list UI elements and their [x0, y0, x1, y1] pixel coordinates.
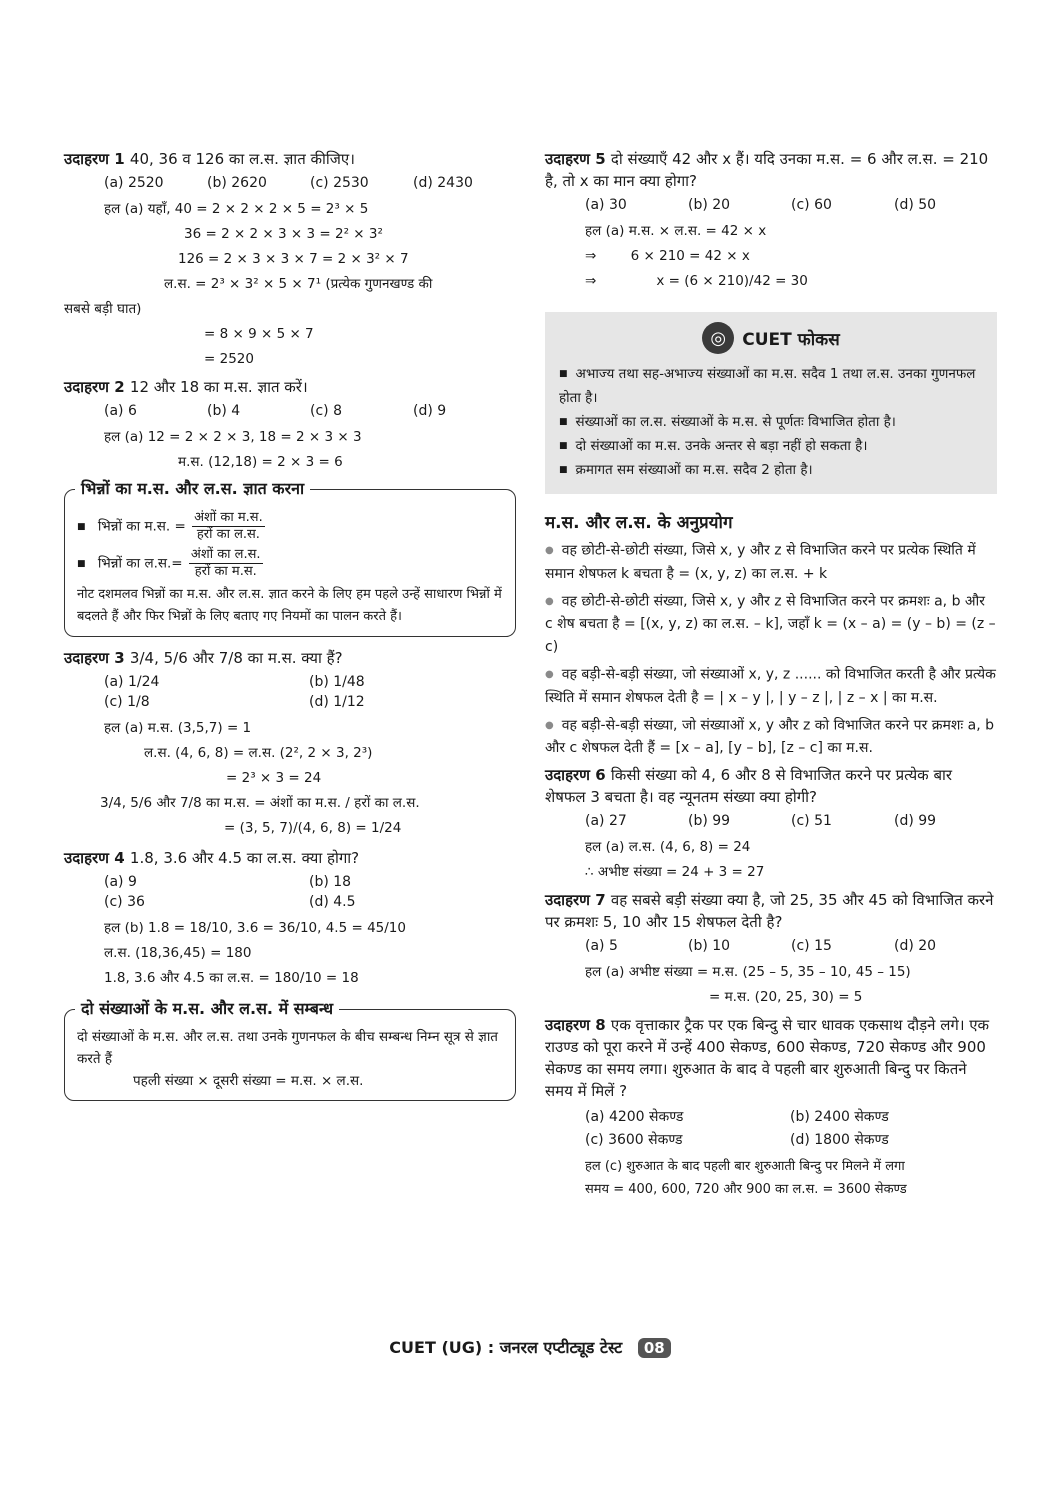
solution-line: ल.स. = 2³ × 3² × 5 × 7¹ (प्रत्येक गुणनखण्ड की — [164, 276, 433, 292]
box-formula: पहली संख्या × दूसरी संख्या = म.स. × ल.स. — [133, 1073, 364, 1089]
cuet-focus-box — [545, 312, 997, 494]
solution — [545, 960, 997, 1010]
example-question: 3/4, 5/6 और 7/8 का म.स. क्या हैं? — [129, 649, 343, 667]
option: (a) 4200 सेकण्ड — [585, 1109, 684, 1125]
option: (d) 4.5 — [309, 894, 356, 910]
solution-line: हल (a) अभीष्ट संख्या = म.स. (25 – 5, 35 – 10, 45 – 15) — [585, 964, 911, 980]
example-question: किसी संख्या को 4, 6 और 8 से विभाजित करने पर प्रत्येक बार शेषफल 3 बचता है। वह न्यूनतम संख्या क्या होगी? — [545, 766, 953, 806]
option: (a) 9 — [104, 874, 137, 890]
example-4 — [64, 847, 516, 991]
options — [64, 403, 516, 419]
example-question: 40, 36 व 126 का ल.स. ज्ञात कीजिए। — [129, 150, 355, 168]
option: (d) 1/12 — [309, 694, 365, 710]
box-text: दो संख्याओं के म.स. और ल.स. तथा उनके गुणनफल के बीच सम्बन्ध निम्न सूत्र से ज्ञात करते हैं — [77, 1029, 499, 1067]
solution-line: हल (c) शुरुआत के बाद पहली बार शुरुआती बिन्दु पर मिलने में लगा — [585, 1159, 905, 1174]
focus-item: ■ क्रमागत सम संख्याओं का म.स. सदैव 2 होता है। — [559, 458, 983, 482]
solution — [545, 1155, 997, 1201]
solution-line: हल (a) यहाँ, 40 = 2 × 2 × 2 × 5 = 2³ × 5 — [104, 201, 369, 217]
example-title: उदाहरण 3 — [64, 649, 125, 667]
rule-label: भिन्नों का म.स. = — [97, 518, 186, 535]
example-question: दो संख्याएँ 42 और x हैं। यदि उनका म.स. = 6 और ल.स. = 210 है, तो x का मान क्या होगा? — [545, 150, 989, 190]
solution-line: 126 = 2 × 3 × 3 × 7 = 2 × 3² × 7 — [178, 251, 409, 267]
right-column — [545, 148, 997, 1201]
left-column — [64, 148, 516, 1111]
rule-label: भिन्नों का ल.स.= — [97, 555, 183, 572]
option: (b) 2620 — [207, 175, 267, 191]
focus-item: ■ संख्याओं का ल.स. संख्याओं के म.स. से पूर्णतः विभाजित होता है। — [559, 410, 983, 434]
application-item: ● वह बड़ी-से-बड़ी संख्या, जो संख्याओं x, y और z को विभाजित करने पर क्रमशः a, b और c शेषफल देती हैं = [x – a], [y – b], [z – c] का म.स. — [545, 714, 997, 761]
box-title: भिन्नों का म.स. और ल.स. ज्ञात करना — [75, 477, 310, 499]
example-title: उदाहरण 7 — [545, 891, 606, 909]
option: (a) 5 — [585, 938, 618, 954]
solution-line: समय = 400, 600, 720 और 900 का ल.स. = 3600 सेकण्ड — [585, 1182, 907, 1197]
solution-line: ⇒ x = (6 × 210)/42 = 30 — [585, 273, 808, 289]
option: (b) 99 — [688, 813, 731, 829]
page-footer — [0, 1336, 1060, 1358]
example-8 — [545, 1014, 997, 1201]
application-item: ● वह बड़ी-से-बड़ी संख्या, जो संख्याओं x, y, z ...... को विभाजित करती है और प्रत्येक स्थिति में समान शेषफल देती है = | x – y |, | y – z |, | z – x | का म.स. — [545, 663, 997, 710]
option: (a) 6 — [104, 403, 137, 419]
solution-line: 3/4, 5/6 और 7/8 का म.स. = अंशों का म.स. / हरों का ल.स. — [100, 795, 420, 811]
options — [545, 197, 997, 213]
solution — [545, 835, 997, 885]
section-title: म.स. और ल.स. के अनुप्रयोग — [545, 513, 733, 533]
example-3 — [64, 647, 516, 841]
applications-section — [545, 510, 997, 760]
box-title: दो संख्याओं के म.स. और ल.स. में सम्बन्ध — [75, 997, 339, 1019]
solution-line: 1.8, 3.6 और 4.5 का ल.स. = 180/10 = 18 — [104, 970, 359, 986]
option: (b) 2400 सेकण्ड — [790, 1109, 889, 1125]
example-6 — [545, 764, 997, 885]
focus-item: ■ अभाज्य तथा सह-अभाज्य संख्याओं का म.स. सदैव 1 तथा ल.स. उनका गुणनफल होता है। — [559, 362, 983, 410]
option: (c) 51 — [791, 813, 832, 829]
cuet-focus-title: CUET फोकस — [742, 329, 840, 350]
example-title: उदाहरण 2 — [64, 378, 125, 396]
example-question: एक वृत्ताकार ट्रैक पर एक बिन्दु से चार धावक एकसाथ दौड़ने लगे। एक राउण्ड को पूरा करने में उन्हें 400 सेकण्ड, 600 सेकण्ड, 720 सेकण्ड और 900 सेकण्ड का समय लगा। शुरुआत के बाद वे पहली बार शुरुआती बिन्दु पर कितने समय में मिलें ? — [545, 1016, 990, 1100]
example-title: उदाहरण 5 — [545, 150, 606, 168]
footer-text: CUET (UG) : जनरल एप्टीट्यूड टेस्ट — [389, 1338, 623, 1357]
option: (d) 9 — [413, 403, 447, 419]
option: (c) 8 — [310, 403, 342, 419]
option: (c) 15 — [791, 938, 832, 954]
solution-line: ल.स. (18,36,45) = 180 — [104, 945, 252, 961]
example-question: 12 और 18 का म.स. ज्ञात करें। — [129, 378, 308, 396]
solution — [64, 425, 516, 475]
hcf-lcm-relation-box — [64, 999, 516, 1101]
option: (c) 60 — [791, 197, 832, 213]
solution-line: हल (a) म.स. × ल.स. = 42 × x — [585, 223, 767, 239]
example-2 — [64, 376, 516, 475]
page-number: 08 — [638, 1338, 671, 1358]
option: (c) 3600 सेकण्ड — [585, 1132, 683, 1148]
solution-line: = 2520 — [204, 351, 254, 367]
solution — [64, 197, 516, 372]
solution-line: 36 = 2 × 2 × 3 × 3 = 2² × 3² — [184, 226, 383, 242]
option: (a) 1/24 — [104, 674, 160, 690]
solution-line: = म.स. (20, 25, 30) = 5 — [709, 989, 863, 1005]
options — [545, 938, 997, 954]
option: (d) 50 — [894, 197, 937, 213]
example-1 — [64, 148, 516, 372]
solution — [64, 716, 516, 841]
fraction: $\frac{\text{अंशों का ल.स.}}{\text{हरों का म.स.}}$ — [190, 547, 261, 579]
example-title: उदाहरण 6 — [545, 766, 606, 784]
option: (d) 1800 सेकण्ड — [790, 1132, 889, 1148]
application-item: ● वह छोटी-से-छोटी संख्या, जिसे x, y और z से विभाजित करने पर प्रत्येक स्थिति में समान शेषफल k बचता है = (x, y, z) का ल.स. + k — [545, 539, 997, 586]
option: (b) 20 — [688, 197, 731, 213]
solution-line: ⇒ 6 × 210 = 42 × x — [585, 248, 750, 264]
example-7 — [545, 889, 997, 1010]
example-title: उदाहरण 8 — [545, 1016, 606, 1034]
option: (b) 18 — [309, 874, 352, 890]
note: नोट दशमलव भिन्नों का म.स. और ल.स. ज्ञात करने के लिए हम पहले उन्हें साधारण भिन्नों में बदलते हैं और फिर भिन्नों के लिए बताए गए नियमों का पालन करते हैं। — [77, 587, 502, 624]
solution-line: सबसे बड़ी घात) — [64, 301, 142, 317]
focus-item: ■ दो संख्याओं का म.स. उनके अन्तर से बड़ा नहीं हो सकता है। — [559, 434, 983, 458]
fraction: $\frac{\text{अंशों का म.स.}}{\text{हरों का ल.स.}}$ — [194, 510, 263, 542]
solution-line: ल.स. (4, 6, 8) = ल.स. (2², 2 × 3, 2³) — [144, 745, 373, 761]
example-title: उदाहरण 4 — [64, 849, 125, 867]
target-icon: ◎ — [702, 322, 734, 354]
solution — [64, 916, 516, 991]
solution-line: = (3, 5, 7)/(4, 6, 8) = 1/24 — [224, 820, 402, 836]
option: (c) 36 — [104, 894, 145, 910]
solution-line: हल (a) ल.स. (4, 6, 8) = 24 — [585, 839, 751, 855]
solution-line: ∴ अभीष्ट संख्या = 24 + 3 = 27 — [585, 864, 765, 880]
example-question: वह सबसे बड़ी संख्या क्या है, जो 25, 35 और 45 को विभाजित करने पर क्रमशः 5, 10 और 15 शेषफल देती है? — [545, 891, 994, 931]
options — [64, 874, 516, 910]
solution-line: हल (a) 12 = 2 × 2 × 3, 18 = 2 × 3 × 3 — [104, 429, 362, 445]
application-item: ● वह छोटी-से-छोटी संख्या, जिसे x, y और z से विभाजित करने पर क्रमशः a, b और c शेष बचता है = [(x, y, z) का ल.स. – k], जहाँ k = (x – a) = (y – b) = (z – c) — [545, 590, 997, 660]
option: (a) 2520 — [104, 175, 164, 191]
options — [545, 813, 997, 829]
option: (b) 10 — [688, 938, 731, 954]
option: (a) 27 — [585, 813, 627, 829]
solution-line: = 8 × 9 × 5 × 7 — [204, 326, 314, 342]
solution-line: = 2³ × 3 = 24 — [226, 770, 322, 786]
solution-line: म.स. (12,18) = 2 × 3 = 6 — [178, 454, 343, 470]
options — [545, 1107, 997, 1149]
options — [64, 175, 516, 191]
options — [64, 674, 516, 710]
solution-line: हल (b) 1.8 = 18/10, 3.6 = 36/10, 4.5 = 45/10 — [104, 920, 406, 936]
solution — [545, 219, 997, 294]
fraction-hcf-lcm-box — [64, 479, 516, 637]
option: (b) 1/48 — [309, 674, 365, 690]
option: (c) 1/8 — [104, 694, 150, 710]
option: (d) 99 — [894, 813, 937, 829]
solution-line: हल (a) म.स. (3,5,7) = 1 — [104, 720, 252, 736]
example-title: उदाहरण 1 — [64, 150, 125, 168]
option: (d) 20 — [894, 938, 937, 954]
option: (c) 2530 — [310, 175, 369, 191]
option: (d) 2430 — [413, 175, 473, 191]
example-question: 1.8, 3.6 और 4.5 का ल.स. क्या होगा? — [129, 849, 360, 867]
option: (b) 4 — [207, 403, 241, 419]
option: (a) 30 — [585, 197, 627, 213]
example-5 — [545, 148, 997, 294]
